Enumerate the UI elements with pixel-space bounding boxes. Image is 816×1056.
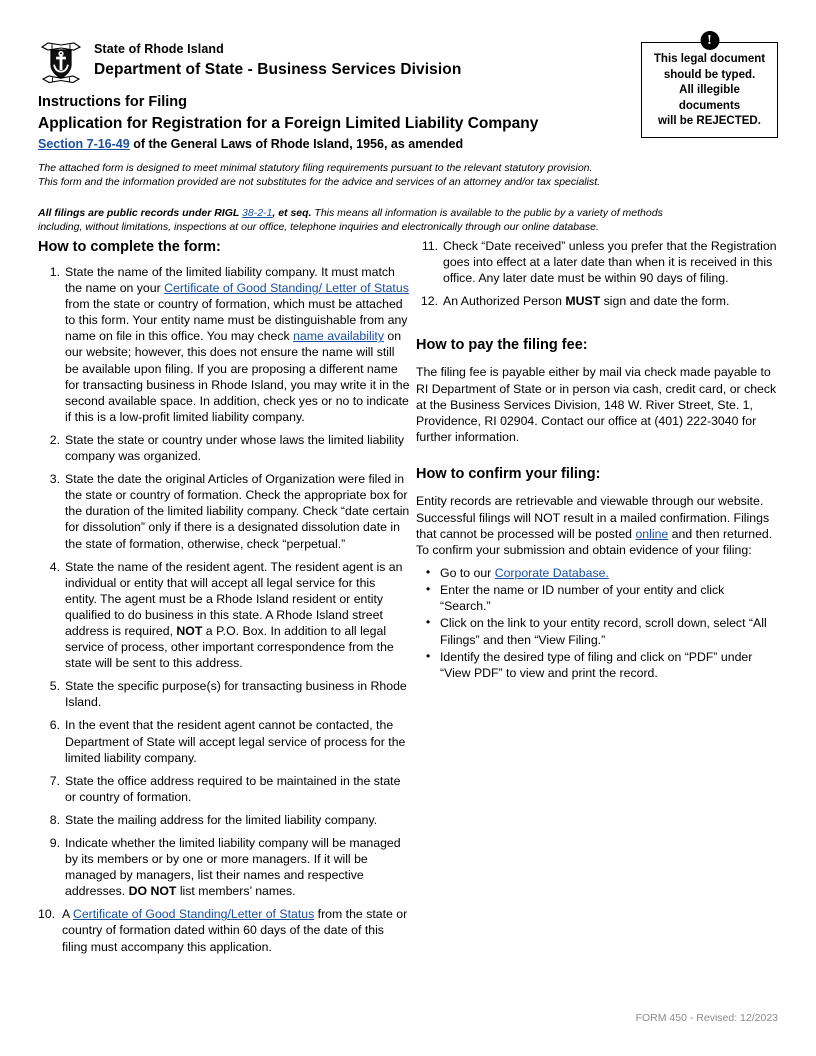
list-item [416, 565, 778, 581]
item-text-part-1: Indicate whether the limited liability company will be managed by its members or by one or more managers. If it will be managed by managers, list their names and respective addresses. [65, 836, 401, 899]
item-text: State the date the original Articles of Organization were filed in the state or country of formation. Check the appropriate box for the duration of the limited liability company. Check “date certain for dissolution” only if there is a designated dissolution date in the state of formation, otherwise, check “perpetual.” [65, 472, 410, 551]
instruction-item-11 [416, 238, 778, 286]
page-title [38, 93, 638, 134]
bullet-text: Enter the name or ID number of your entity and click “Search.” [440, 583, 725, 614]
notice-line-3: All illegible [679, 84, 740, 96]
item-text: Check “Date received” unless you prefer that the Registration goes into effect at a later date than when it is received in this office. Any later date must be within 90 days of filing. [443, 239, 777, 286]
statute-rest: of the General Laws of Rhode Island, 1956, as amended [129, 137, 464, 151]
section-heading-pay: How to pay the filing fee: [416, 337, 588, 354]
title-line-1: Instructions for Filing [38, 94, 188, 110]
left-column [38, 238, 410, 962]
list-item [416, 582, 778, 614]
instruction-item-5 [38, 678, 410, 710]
item-text-part-3: on our website; however, this does not ensure the name will still be available upon filing. If you are proposing a different name for transacting business in Rhode Island, you may write it in the second available space. In addition, check yes or no to indicate if this is a low-profit limited liability company. [65, 329, 410, 424]
item-text-part-2: a P.O. Box. In addition to all legal service of process, other important correspondence from the state will be sent to this address. [65, 623, 394, 671]
document-header [38, 38, 638, 87]
confirm-steps-list [416, 565, 778, 681]
item-number: 1. [49, 265, 60, 279]
notice-line-5: will be REJECTED. [658, 115, 761, 127]
item-number: 7. [49, 773, 60, 788]
instruction-item-2 [38, 432, 410, 464]
item-text: State the specific purpose(s) for transacting business in Rhode Island. [65, 679, 407, 710]
legal-notice-callout [641, 33, 778, 138]
item-text-part-1: An Authorized Person [443, 294, 566, 309]
list-item [416, 649, 778, 681]
bullet-text-part-1: Go to our [440, 566, 495, 581]
instruction-item-1 [38, 264, 410, 425]
item-text-part-2: list members’ names. [176, 884, 296, 899]
public-records-tail: , et seq. [272, 207, 312, 219]
public-records-lead: All filings are public records under RIGL [38, 207, 243, 219]
rigl-link[interactable]: 38-2-1 [242, 207, 273, 219]
corporate-database-link[interactable]: Corporate Database. [494, 566, 609, 581]
notice-line-1: This legal document [653, 53, 766, 65]
name-availability-link[interactable]: name availability [293, 329, 384, 344]
spacer-1 [416, 316, 778, 336]
online-link[interactable]: online [635, 526, 669, 541]
notice-line-2: should be typed. [663, 68, 756, 81]
instruction-item-10 [38, 906, 410, 954]
item-number: 12. [420, 294, 438, 309]
rhode-island-state-seal-icon [38, 39, 84, 87]
filing-fee-paragraph: The filing fee is payable either by mail via check made payable to RI Department of State or in person via cash, credit card, or check at the Business Services Division, 148 W. River Street, Ste. 1, Providence, RI 02904. Contact our office at (401) 222-3040 for further information. [416, 365, 777, 445]
item-text-part-1: State the name of the limited liability company. It must match the name on your [65, 265, 395, 296]
item-text: In the event that the resident agent cannot be contacted, the Department of State will accept legal service of process for the limited liability company. [65, 718, 406, 765]
bullet-text: Click on the link to your entity record, scroll down, select “All Filings” and then “View Filing.” [440, 616, 767, 647]
spacer-2 [416, 445, 778, 465]
item-text-part-2: sign and date the form. [600, 294, 730, 309]
certificate-of-good-standing-link[interactable]: Certificate of Good Standing/ Letter of Status [164, 281, 409, 296]
item-text: State the mailing address for the limited liability company. [65, 812, 378, 827]
instruction-item-9 [38, 835, 410, 899]
confirm-text-part-1: Entity records are retrievable and viewable through our website. Successful filings will NOT result in a mailed confirmation. Filings that cannot be processed will be posted [416, 494, 770, 541]
instruction-item-8 [38, 812, 410, 828]
item-text-part-2: from the state or country of formation dated within 60 days of the date of this filing must accompany this application. [62, 907, 408, 954]
instruction-item-6 [38, 717, 410, 765]
item-text-part-1: State the name of the resident agent. The resident agent is an individual or entity that will accept all legal service for this entity. The agent must be a Rhode Island resident or entity qualified to do business in this state. A Rhode Island street address is required, [65, 559, 403, 638]
item-text: State the office address required to be maintained in the state or country of formation. [65, 773, 401, 804]
list-item [416, 615, 778, 647]
item-number: 11. [421, 239, 438, 253]
confirm-paragraph [416, 493, 778, 558]
title-line-2: Application for Registration for a Foreign Limited Liability Company [38, 115, 539, 132]
section-heading-complete: How to complete the form: [38, 239, 221, 255]
certificate-of-good-standing-link-2[interactable]: Certificate of Good Standing/Letter of Status [72, 907, 315, 922]
form-disclaimer [38, 161, 678, 189]
instructions-list-right [416, 238, 778, 309]
instruction-item-3 [38, 471, 410, 551]
item-text: State the state or country under whose laws the limited liability company was organized. [65, 432, 405, 464]
item-number: 8. [49, 812, 60, 827]
document-footer: FORM 450 - Revised: 12/2023 [635, 1012, 778, 1024]
item-number: 10. [38, 907, 56, 922]
disclaimer-line-1: The attached form is designed to meet minimal statutory filing requirements pursuant to the relevant statutory provision. [38, 162, 593, 174]
bullet-text: Identify the desired type of filing and click on “PDF” under “View PDF” to view and print the record. [440, 649, 753, 680]
legal-notice-box [641, 42, 778, 138]
item-number: 2. [49, 432, 60, 447]
right-column [416, 238, 778, 682]
item-number: 5. [49, 679, 60, 694]
instruction-item-7 [38, 773, 410, 805]
item-number: 6. [49, 718, 60, 733]
notice-line-4: documents [678, 99, 741, 112]
public-records-note [38, 206, 678, 234]
organization-block [94, 38, 461, 80]
item-number: 9. [49, 836, 60, 850]
statute-link[interactable]: Section 7-16-49 [38, 137, 130, 151]
item-emphasis-do-not: DO NOT [128, 884, 177, 899]
instructions-list-left [38, 264, 410, 955]
item-text-part-2: from the state or country of formation, which must be attached to this form. Your entity name must be distinguishable from any name on file in this office. You may check [65, 297, 408, 344]
department-name: Department of State - Business Services Division [94, 61, 462, 78]
section-heading-confirm: How to confirm your filing: [416, 466, 601, 483]
instruction-item-12 [416, 293, 778, 309]
exclamation-mark-icon: ! [700, 31, 719, 50]
disclaimer-line-2: This form and the information provided are not substitutes for the advice and services of an attorney and/or tax specialist. [38, 176, 601, 188]
statute-reference [38, 136, 463, 153]
item-emphasis-not: NOT [176, 623, 203, 638]
item-number: 4. [49, 559, 60, 574]
public-records-rest: This means all information is available to the public by a variety of methods including, without limitations, inspections at our office, telephone inquiries and electronically through our online database. [38, 207, 663, 233]
instruction-item-4 [38, 559, 410, 672]
item-number: 3. [49, 472, 60, 487]
state-name: State of Rhode Island [94, 42, 224, 56]
item-emphasis-must: MUST [565, 294, 601, 309]
item-text-part-1: A [62, 907, 73, 922]
confirm-text-part-2: and then returned. To confirm your submission and obtain evidence of your filing: [416, 526, 773, 557]
